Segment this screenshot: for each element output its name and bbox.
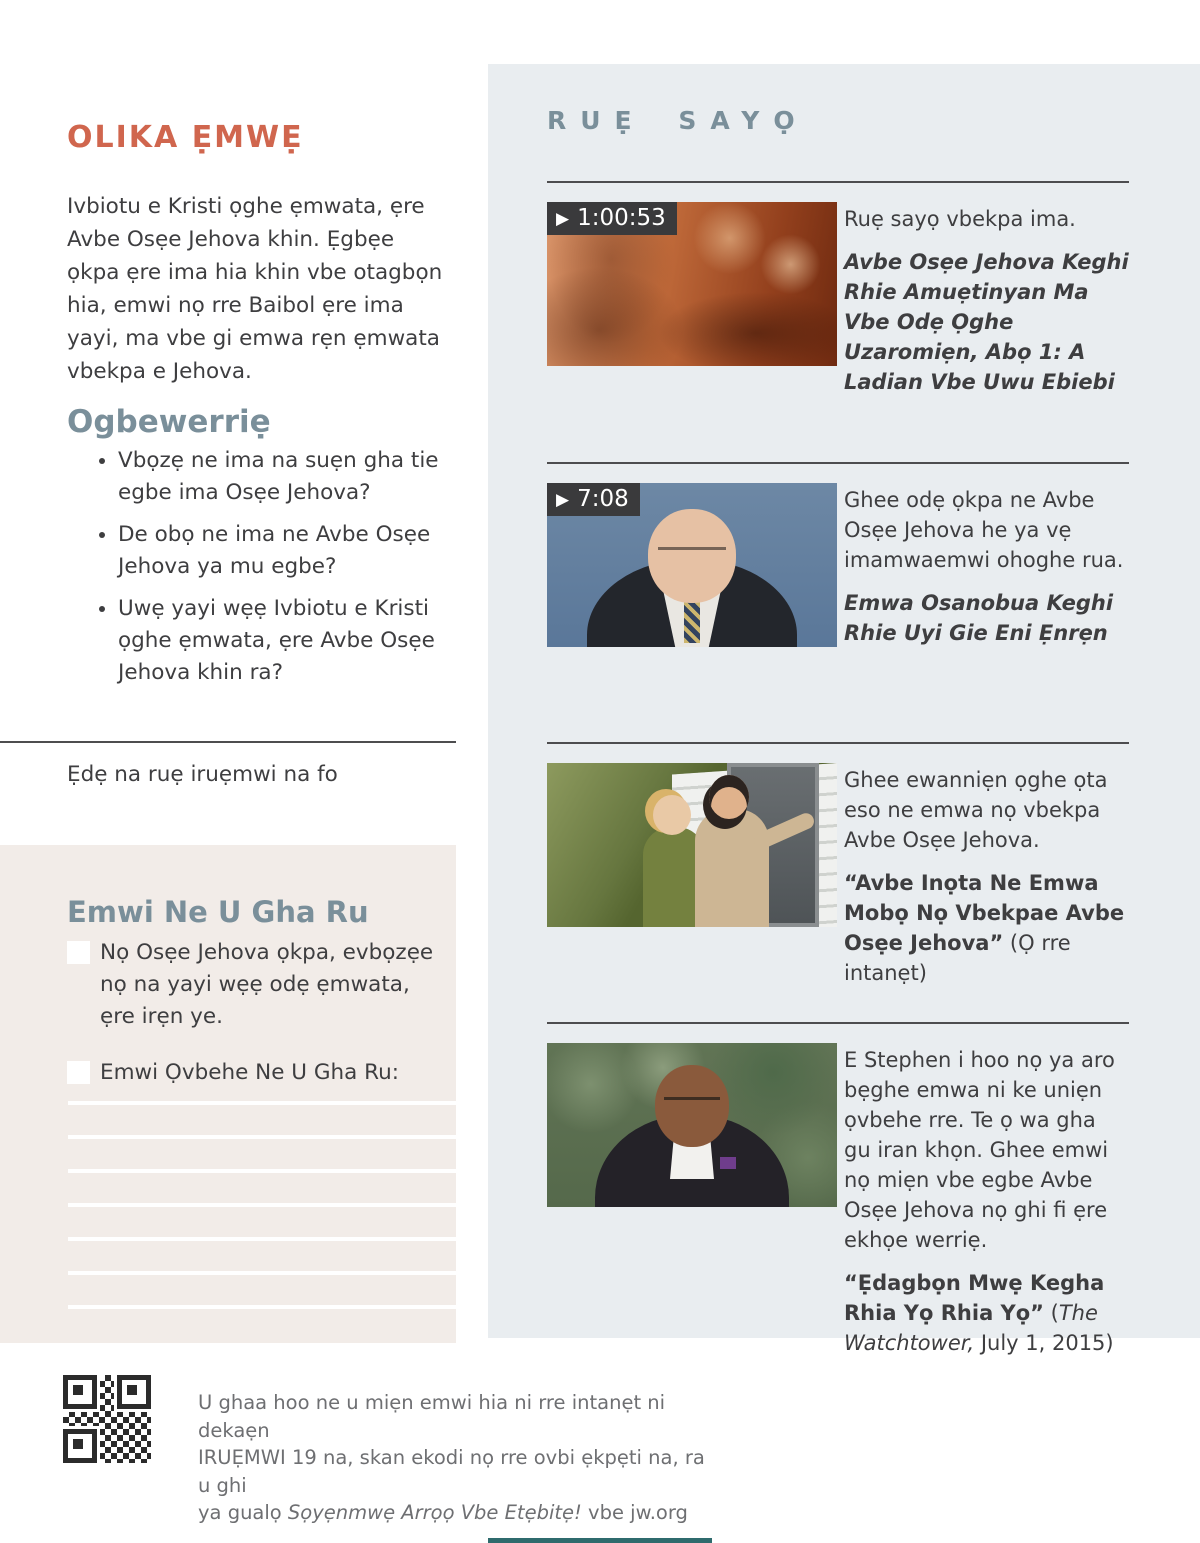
glasses-shape: [664, 1097, 720, 1100]
photo-thumbnail-bowtie-man[interactable]: [547, 1043, 837, 1207]
goal-checkbox[interactable]: [67, 1061, 90, 1084]
duration-text: 1:00:53: [577, 205, 666, 231]
footer-publication-title: Sọyẹnmwẹ Arrọọ Vbe Etẹbitẹ!: [287, 1501, 582, 1524]
play-icon: ▶: [556, 208, 570, 229]
video-thumbnail-speaker[interactable]: [547, 483, 837, 647]
article-title-bold: “Ẹdagbọn Mwẹ Kegha Rhia Yọ Rhia Yọ”: [844, 1271, 1105, 1325]
article-title: [844, 1268, 1129, 1358]
watch-panel: [488, 64, 1200, 1355]
video-description: Ruẹ sayọ vbekpa ima.: [844, 207, 1076, 231]
footer-line-2: IRUẸMWI 19 na, skan ekodi nọ rre ovbi ẹkpẹti na, ra u ghi: [198, 1446, 705, 1497]
woman-green-head-shape: [653, 795, 691, 835]
article-description: Ghee ewanniẹn ọghe ọta eso ne emwa nọ vbekpa Avbe Osẹe Jehova.: [844, 768, 1108, 852]
section-divider: [0, 741, 456, 743]
qr-code[interactable]: [63, 1375, 151, 1463]
footer-line-3-pre: ya gualọ: [198, 1501, 288, 1524]
qr-finder-square: [117, 1375, 151, 1409]
video-description: Ghee odẹ ọkpa ne Avbe Osẹe Jehova he ya vẹ imamwaemwi ohoghe rua.: [844, 488, 1124, 572]
article-title-suffix: (Ọ rre intanẹt): [844, 931, 1071, 985]
video-title: Emwa Osanobua Keghi Rhie Uyi Gie Eni Ẹnrẹn: [844, 591, 1114, 645]
glasses-shape: [658, 547, 726, 550]
goal-item-label: Nọ Osẹe Jehova ọkpa, evbọzẹe nọ na yayi wẹẹ odẹ ẹmwata, ẹre irẹn ye.: [100, 940, 434, 1029]
magazine-name: The Watchtower,: [844, 1301, 1098, 1355]
article-suffix-post: July 1, 2015): [974, 1331, 1114, 1355]
answer-line[interactable]: [68, 1203, 456, 1207]
lesson-complete-date-label: Ẹdẹ na ruẹ iruẹmwi na fo: [67, 762, 338, 787]
watch-section-title: RUẸ SAYỌ: [547, 106, 809, 135]
answer-line[interactable]: [68, 1101, 456, 1105]
article-description: E Stephen i hoo nọ ya aro bẹghe emwa ni ke uniẹn ọvbehe rre. Te ọ wa gha gu iran khọn. Ghee emwi nọ miẹn vbe egbe Avbe Osẹe Jehova nọ ghi fi ẹre ekhọe werriẹ.: [844, 1048, 1115, 1252]
footer-line-1: U ghaa hoo ne u miẹn emwi hia ni rre intanẹt ni dekaẹn: [198, 1391, 666, 1442]
woman-beige-coat-shape: [695, 809, 769, 927]
preview-paragraph: Ivbiotu e Kristi ọghe ẹmwata, ẹre Avbe Osẹe Jehova khin. Ẹgbẹe ọkpa ẹre ima hia khin vbe otagbọn hia, emwi nọ rre Baibol ẹre ima yayi, ma vbe gi emwa rẹn ẹmwata vbekpa e Jehova.: [67, 193, 443, 384]
video-item: [547, 181, 1129, 397]
article-text: [844, 1043, 1129, 1358]
video-item: [547, 742, 1129, 988]
review-question: • De obọ ne ima ne Avbe Osẹe Jehova ya mu egbe?: [118, 519, 470, 583]
video-thumbnail-door-knocking[interactable]: [547, 763, 837, 927]
article-text: [844, 763, 1129, 988]
goals-panel: [0, 845, 456, 1343]
goals-section-title: Emwi Ne U Gha Ru: [67, 895, 369, 930]
goal-item-label: Emwi Ọvbehe Ne U Gha Ru:: [100, 1060, 399, 1085]
pocket-square-shape: [720, 1157, 736, 1169]
woman-beige-head-shape: [709, 775, 749, 819]
answer-line[interactable]: [68, 1169, 456, 1173]
goal-item: [67, 937, 435, 1033]
answer-line[interactable]: [68, 1237, 456, 1241]
review-question-list: [92, 445, 470, 699]
article-title: [844, 868, 1129, 988]
head-shape: [655, 1065, 729, 1147]
qr-finder-square: [63, 1375, 97, 1409]
review-question: • Uwẹ yayi wẹẹ Ivbiotu e Kristi ọghe ẹmwata, ẹre Avbe Osẹe Jehova khin ra?: [118, 593, 470, 689]
article-suffix-pre: (: [1043, 1301, 1059, 1325]
duration-badge: [547, 202, 677, 235]
review-section-title: Ogbewerriẹ: [67, 403, 271, 440]
qr-finder-square: [63, 1429, 97, 1463]
video-thumbnail-history-montage[interactable]: [547, 202, 837, 366]
head-shape: [648, 509, 736, 603]
video-text: [844, 483, 1129, 648]
preview-section-title: OLIKA ẸMWẸ: [67, 120, 304, 156]
article-title-bold: “Avbe Inọta Ne Emwa Mobọ Nọ Vbekpae Avbe Osẹe Jehova”: [844, 871, 1125, 955]
goal-checkbox[interactable]: [67, 941, 90, 964]
print-color-bar: [488, 1538, 712, 1543]
answer-line[interactable]: [68, 1135, 456, 1139]
answer-line[interactable]: [68, 1305, 456, 1309]
video-item: [547, 462, 1129, 648]
review-question: • Vbọzẹ ne ima na suẹn gha tie egbe ima Osẹe Jehova?: [118, 445, 470, 509]
footer-instructions: [198, 1389, 718, 1527]
goal-item: [67, 1057, 435, 1089]
answer-line[interactable]: [68, 1271, 456, 1275]
footer-line-3-post: vbe jw.org: [581, 1501, 688, 1524]
video-title: Avbe Osẹe Jehova Keghi Rhie Amuẹtinyan Ma Vbe Odẹ Ọghe Uzaromiẹn, Abọ 1: A Ladian Vbe Uwu Ebiebi: [844, 250, 1129, 394]
video-item: [547, 1022, 1129, 1358]
video-text: [844, 202, 1129, 397]
duration-text: 7:08: [577, 486, 629, 512]
duration-badge: [547, 483, 640, 516]
answer-write-lines[interactable]: [68, 1101, 456, 1339]
play-icon: ▶: [556, 489, 570, 510]
